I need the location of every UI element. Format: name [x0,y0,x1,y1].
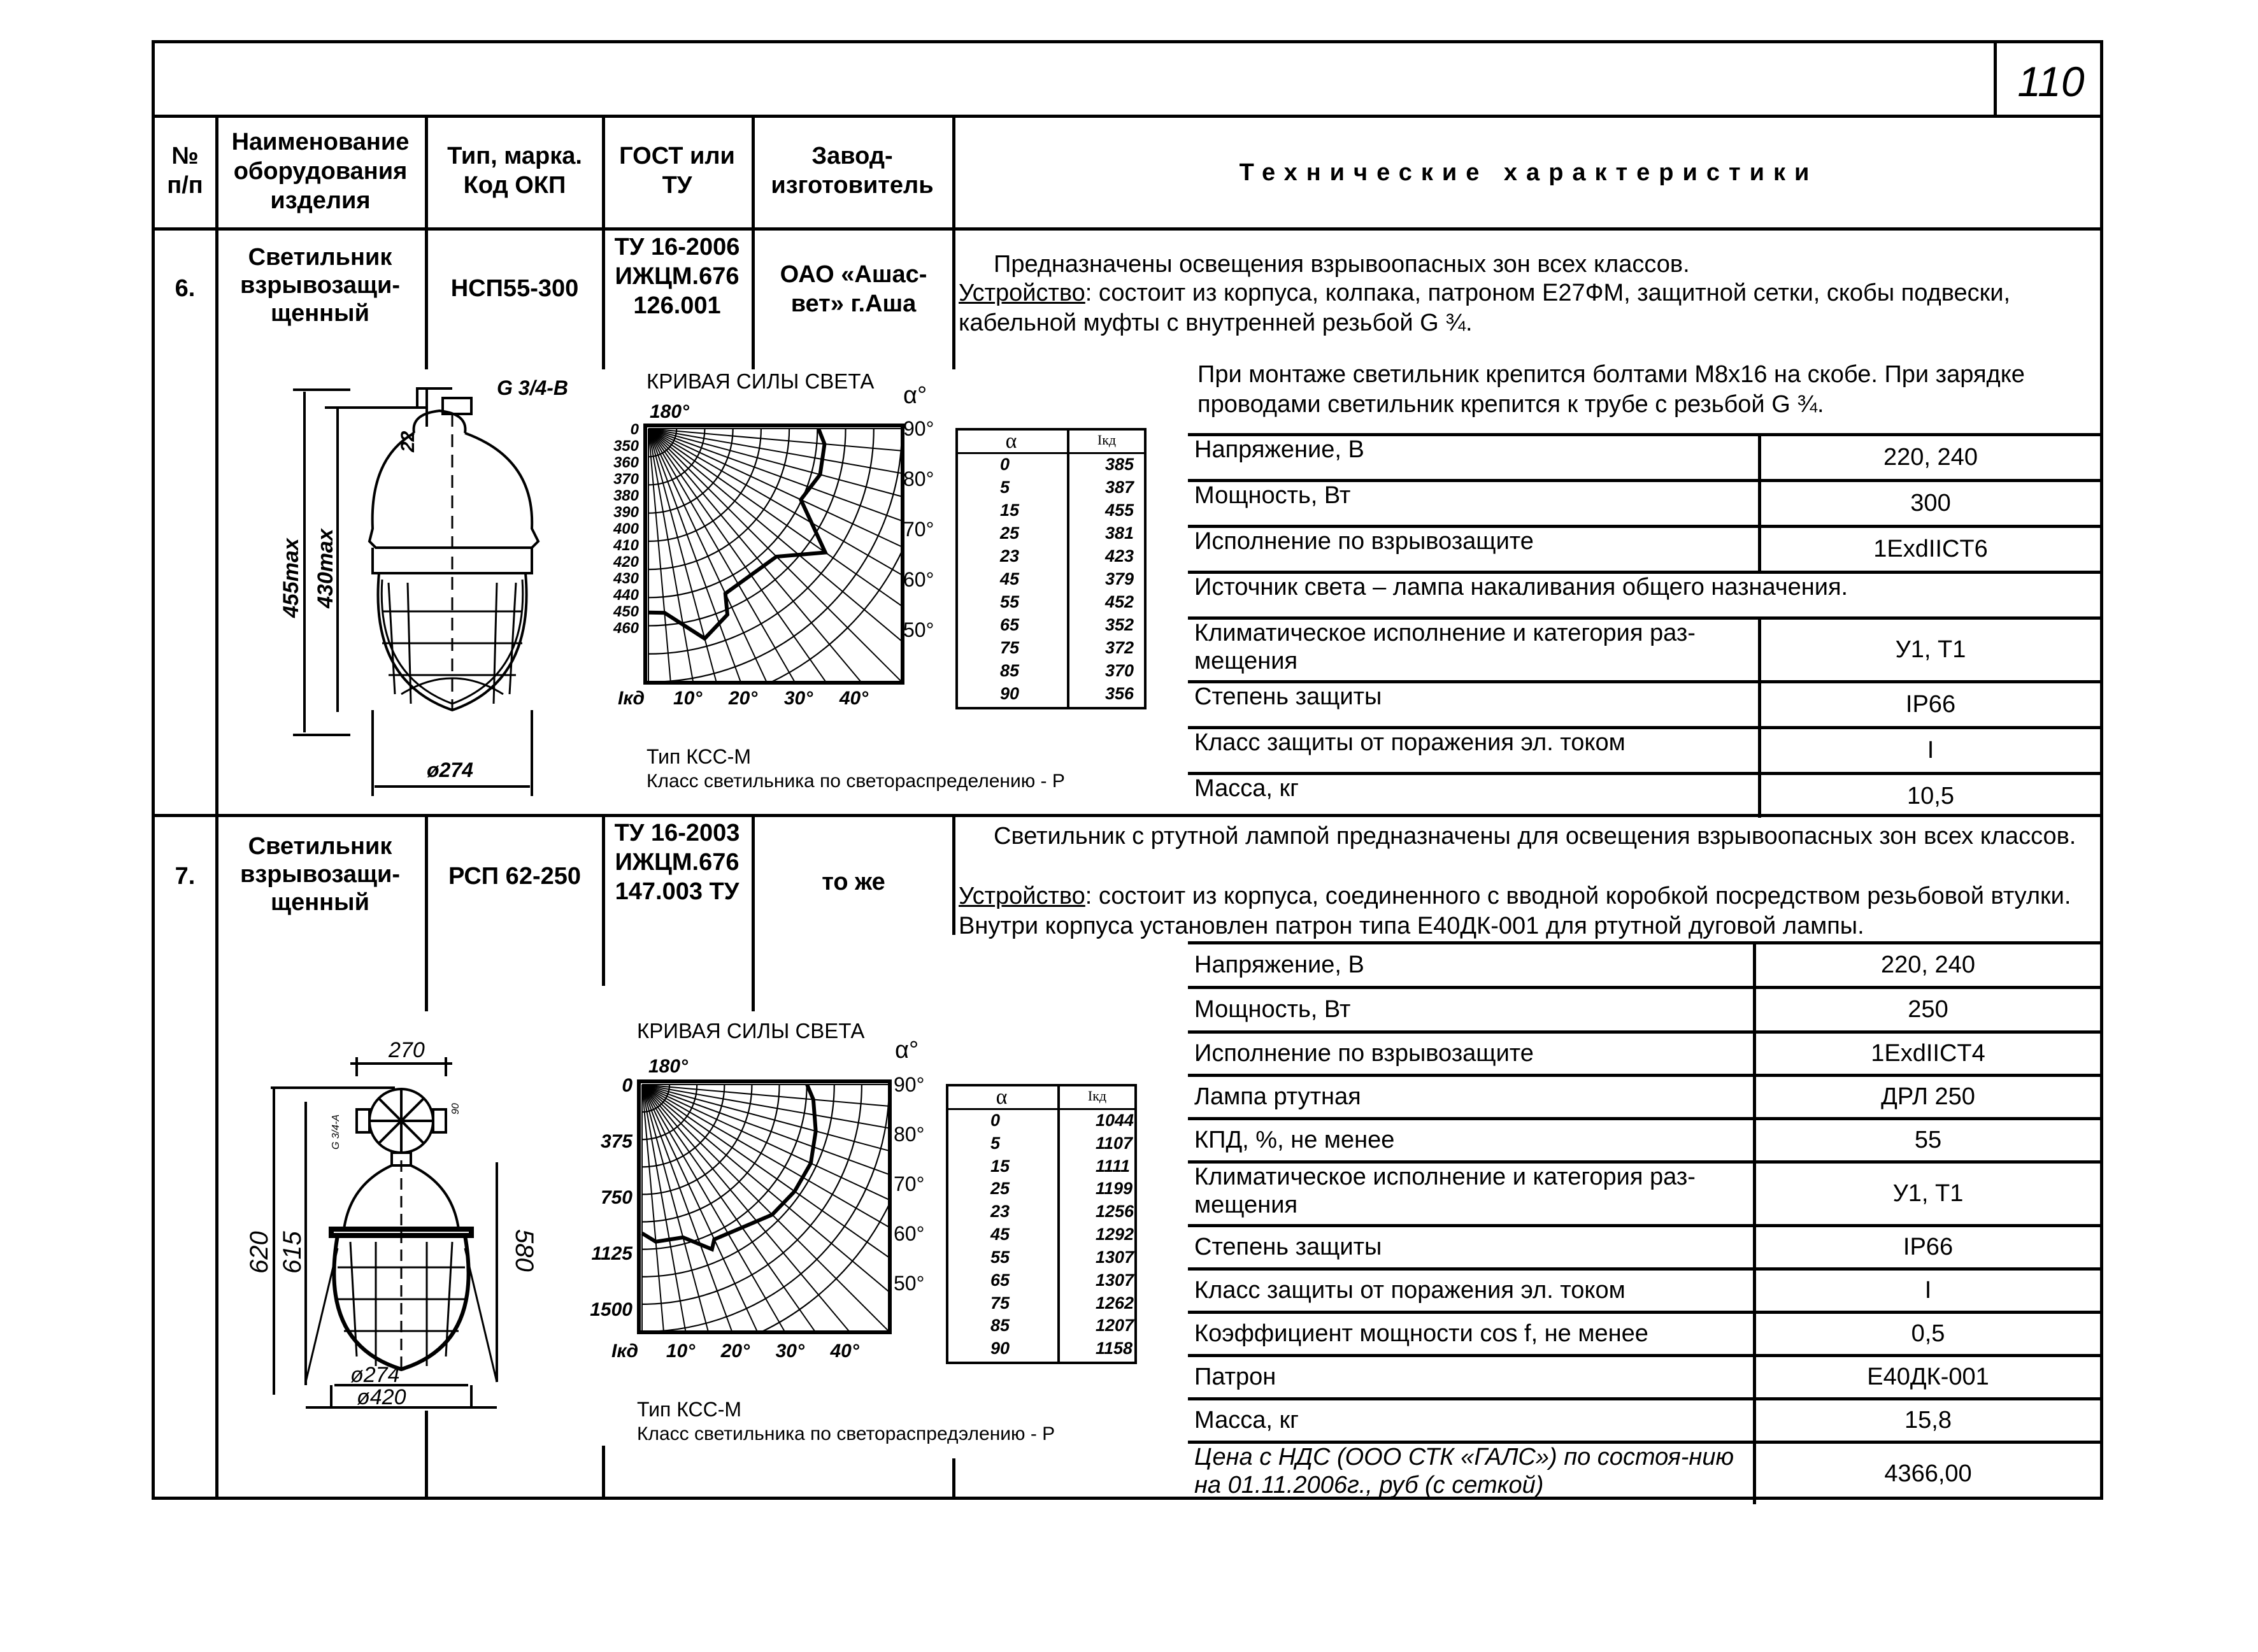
spec-split [1758,479,1761,525]
row7-lamp-drawing [245,1038,567,1420]
ktable-intensity: 1107 [1096,1133,1133,1153]
ktable-alpha: 0 [990,1111,1001,1130]
spec-value: 250 [1908,996,1948,1023]
row7-gost: ТУ 16-2003 ИЖЦМ.676 147.003 ТУ [614,820,740,905]
curve-left-tick: 375 [600,1130,632,1152]
row6-device [959,278,2099,338]
ktable-alpha: 23 [1000,546,1020,566]
spec-line [1188,1354,2103,1357]
row7-curve-180: 180° [648,1056,689,1077]
ktable-alpha: 65 [990,1270,1010,1290]
ktable-head-alpha: α [996,1085,1008,1109]
spec-split [1758,772,1761,818]
spec-value: 4366,00 [1884,1460,1972,1487]
spec-label: Лампа ртутная [1194,1083,1361,1110]
spec-value: 220, 240 [1881,951,1975,978]
spec-value: У1, Т1 [1892,1180,1964,1207]
row7-purpose-text: Светильник с ртутной лампой предназначены для освещения взрывоопасных зон всех классов. [994,823,2076,850]
curve-left-tick: 430 [613,570,639,587]
header-name: Наименование оборудования изделия [231,129,410,214]
col-line-4b [752,814,755,1011]
row6-curve-chart [643,424,904,685]
row7-dim-620: 620 [245,1231,273,1274]
row7-curve-chart [637,1079,892,1341]
curve-left-tick: 420 [613,553,639,571]
curve-right-tick: 90° [894,1073,925,1096]
row6-curve-180: 180° [650,401,690,422]
ktable-intensity: 387 [1105,478,1134,497]
spec-label: Климатическое исполнение и категория раз-мещения [1194,620,1696,674]
curve-left-tick: 410 [613,537,639,554]
col-line-2 [425,115,428,369]
spec-split [1758,525,1761,571]
curve-bottom-tick: 40° [839,688,869,709]
spec-line [1188,1397,2103,1400]
spec-split [1753,1397,1756,1441]
header-top-line [152,115,2103,118]
ktable-intensity: 452 [1105,592,1134,611]
ktable-alpha: 90 [1000,684,1020,703]
row7-dim-270: 270 [389,1038,425,1062]
spec-label: Класс защиты от поражения эл. током [1194,729,1626,756]
curve-left-tick: 390 [613,504,639,521]
row7-name: Светильник взрывозащи-щенный [239,833,401,916]
ktable-split [1057,1084,1060,1364]
ktable-intensity: 455 [1105,501,1134,520]
row7-purpose [959,822,2099,851]
header-maker: Завод-изготовитель [771,143,934,199]
ktable-intensity: 1307 [1096,1270,1134,1290]
curve-bottom-tick: 10° [666,1341,696,1362]
spec-value: 1ExdIICT4 [1871,1040,1985,1067]
curve-left-tick: 360 [613,454,639,471]
ktable-head-intensity: Iкд [1087,1088,1107,1104]
spec-label: Исполнение по взрывозащите [1194,528,1534,555]
curve-bottom-tick: 10° [673,688,703,709]
spec-value: 15,8 [1904,1407,1952,1434]
curve-bottom-tick: 20° [728,688,758,709]
spec-split [1758,680,1761,726]
row6-type: НСП55-300 [450,275,579,302]
curve-bottom-tick: 40° [830,1341,859,1362]
spec-label: Мощность, Вт [1194,482,1351,509]
spec-split [1753,1311,1756,1354]
spec-value: Е40ДК-001 [1867,1364,1989,1390]
header-gost: ГОСТ или ТУ [619,143,735,199]
row7-maker: то же [822,869,885,895]
ktable-alpha: 25 [1000,523,1020,543]
ktable-alpha: 65 [1000,615,1020,634]
spec-split [1753,941,1756,986]
row6-lamp-drawing [274,363,599,809]
row6-dim-430: 430max [313,529,338,608]
spec-value: 300 [1910,490,1951,516]
curve-bottom-tick: 30° [783,688,813,709]
spec-split [1753,1224,1756,1267]
ktable-alpha: 55 [990,1247,1010,1267]
row7-curve-alpha: α° [895,1037,919,1064]
row6-name: Светильник взрывозащи-щенный [239,244,401,327]
ktable-alpha: 15 [1000,501,1020,520]
ktable-alpha: 45 [990,1225,1010,1244]
spec-label: Напряжение, В [1194,436,1364,463]
spec-label: Масса, кг [1194,775,1299,802]
ktable-alpha: 15 [990,1156,1010,1176]
curve-right-tick: 80° [894,1123,925,1146]
spec-label: Источник света – лампа накаливания общего назначения. [1194,574,1848,601]
row6-curve-alpha: α° [903,382,927,409]
curve-left-tick: 370 [613,471,639,488]
spec-label: Патрон [1194,1364,1276,1390]
ktable-alpha: 55 [1000,592,1020,611]
ktable-intensity: 381 [1105,523,1134,543]
ktable-split [1067,428,1069,709]
row7-num: 7. [175,863,196,890]
curve-left-tick: 750 [600,1186,632,1208]
spec-line [1188,941,2103,944]
spec-label: Масса, кг [1194,1407,1299,1434]
row7-device-text: : состоит из корпуса, соединенного с вводной коробкой посредством резьбовой втулки. Внутри корпуса установлен патрон типа Е40ДК-001 для ртутной дуговой лампы. [959,883,2071,939]
row7-dim-small: 90 [450,1103,461,1114]
curve-right-tick: 80° [903,467,934,491]
ktable-intensity: 1111 [1096,1156,1131,1176]
spec-split [1758,433,1761,479]
spec-label: Коэффициент мощности cos f, не менее [1194,1320,1648,1347]
spec-split [1753,1160,1756,1224]
ktable-head-alpha: α [1005,429,1017,453]
spec-split [1753,1354,1756,1397]
curve-bottom-tick: 20° [720,1341,750,1362]
spec-split [1753,1030,1756,1074]
header-type: Тип, марка. Код ОКП [447,143,582,199]
col-line-5b [952,814,955,935]
spec-label: Класс защиты от поражения эл. током [1194,1277,1626,1304]
spec-split [1758,726,1761,772]
ktable-alpha: 5 [1000,478,1010,497]
ktable-intensity: 1262 [1096,1293,1134,1313]
row6-num: 6. [175,275,196,302]
spec-line [1188,1030,2103,1034]
row7-dim-580: 580 [510,1229,538,1272]
row6-dim-455: 455max [279,538,303,618]
curve-left-tick: 460 [613,620,639,637]
curve-bottom-tick: 30° [775,1341,804,1362]
curve-left-tick: 0 [630,421,639,438]
spec-split [1753,1117,1756,1160]
col-line-5 [952,115,955,369]
spec-value: 1ExdIICT6 [1873,536,1988,562]
row6-mount: При монтаже светильник крепится болтами М8х16 на скобе. При зарядке проводами светильник крепится к трубе с резьбой G ¾. [1197,361,2025,418]
ktable-alpha: 5 [990,1133,1001,1153]
spec-value: 0,5 [1911,1320,1945,1347]
spec-label: Напряжение, В [1194,951,1364,978]
ktable-alpha: 85 [1000,661,1020,680]
curve-right-tick: 50° [894,1272,925,1295]
spec-value: I [1924,1277,1932,1304]
curve-left-tick: 1500 [590,1299,632,1320]
row6-dim-22: 22 [397,431,418,452]
page-number-divider [1994,40,1997,117]
curve-right-tick: 60° [894,1222,925,1246]
ktable-intensity: 1207 [1096,1316,1134,1335]
spec-value: IP66 [1905,691,1956,718]
curve-left-tick: 380 [613,487,639,504]
spec-split [1753,1441,1756,1504]
spec-label: Мощность, Вт [1194,996,1351,1023]
row6-kss-type: Тип КСС-М [647,745,752,768]
curve-left-tick: 0 [622,1075,632,1096]
spec-value: 10,5 [1907,783,1954,809]
spec-value: 220, 240 [1883,444,1978,471]
curve-right-tick: 70° [903,518,934,541]
ktable-intensity: 1199 [1096,1179,1133,1199]
row7-curve-title: КРИВАЯ СИЛЫ СВЕТА [637,1019,865,1043]
ktable-intensity: 1044 [1096,1111,1134,1130]
page-number: 110 [2017,58,2085,105]
ktable-intensity: 370 [1105,661,1134,680]
spec-label: Исполнение по взрывозащите [1194,1040,1534,1067]
curve-right-tick: 70° [894,1172,925,1196]
spec-value: ДРЛ 250 [1881,1083,1975,1110]
curve-left-tick: 440 [613,587,639,604]
ktable-intensity: 352 [1105,615,1134,634]
row6-gost: ТУ 16-2006 ИЖЦМ.676 126.001 [614,234,740,319]
ktable-intensity: 356 [1105,684,1134,703]
ktable-intensity: 1256 [1096,1202,1134,1221]
spec-value: IP66 [1903,1234,1954,1260]
row6-curve-title: КРИВАЯ СИЛЫ СВЕТА [647,369,875,393]
ktable-intensity: 1307 [1096,1247,1134,1267]
row7-device [959,881,2099,941]
ktable-intensity: 379 [1105,569,1134,588]
row7-dim-thread: G 3/4-A [331,1114,341,1150]
row7-kss-class: Класс светильника по светораспредэлению - Р [637,1423,1055,1444]
spec-label: Климатическое исполнение и категория раз-мещения [1194,1164,1696,1218]
spec-line [1188,1224,2103,1227]
row6-dim-thread: G 3/4-B [497,376,569,399]
ktable-alpha: 0 [1000,455,1010,474]
ktable-alpha: 75 [1000,638,1020,657]
curve-right-tick: 60° [903,568,934,592]
header-bottom-line [152,227,2103,231]
col-line-2b [425,814,428,1011]
row6-kss-class: Класс светильника по светораспределению - Р [647,771,1065,792]
row6-device-text: : состоит из корпуса, колпака, патроном Е27ФМ, защитной сетки, скобы подвески, кабельной муфты с внутренней резьбой G ¾. [959,280,2011,336]
ktable-alpha: 23 [990,1202,1010,1221]
curve-bottom-tick: Iкд [618,688,645,709]
curve-bottom-tick: Iкд [611,1341,639,1362]
spec-line [1188,1267,2103,1271]
spec-split [1758,616,1761,680]
header-num: № п/п [167,143,203,199]
curve-left-tick: 400 [613,520,639,538]
ktable-intensity: 1292 [1096,1225,1134,1244]
ktable-intensity: 423 [1105,546,1134,566]
header-tech: Технические характеристики [1239,159,1819,186]
ktable-intensity: 385 [1105,455,1134,474]
curve-left-tick: 350 [613,438,639,455]
col-line-5c [952,1458,955,1500]
spec-label: Цена с НДС (ООО СТК «ГАЛС») по состоя-нию на 01.11.2006г., руб (с сеткой) [1194,1444,1734,1499]
row7-dim-420: ø420 [357,1385,406,1409]
spec-line [1188,1117,2103,1120]
spec-line [1188,986,2103,989]
row6-dim-274: ø274 [427,758,473,781]
spec-label: Степень защиты [1194,683,1382,710]
spec-value: У1, Т1 [1895,636,1966,663]
curve-right-tick: 50° [903,618,934,642]
ktable-alpha: 75 [990,1293,1010,1313]
row7-dim-274: ø274 [350,1363,400,1387]
col-line-1 [215,115,218,1500]
row7-device-label: Устройство [959,883,1085,909]
spec-value: 55 [1914,1127,1942,1153]
row7-type: РСП 62-250 [448,863,582,890]
ktable-alpha: 90 [990,1339,1010,1358]
row-divider [152,814,2103,817]
curve-left-tick: 450 [613,603,639,620]
row7-kss-type: Тип КСС-М [637,1398,742,1421]
spec-label: Степень защиты [1194,1234,1382,1260]
curve-left-tick: 1125 [591,1243,632,1264]
ktable-head-intensity: Iкд [1097,432,1117,448]
spec-label: КПД, %, не менее [1194,1127,1395,1153]
curve-right-tick: 90° [903,417,934,440]
spec-line [1188,1074,2103,1077]
row7-dim-615: 615 [278,1231,306,1274]
ktable-alpha: 25 [990,1179,1010,1199]
ktable-alpha: 45 [1000,569,1020,588]
ktable-alpha: 85 [990,1316,1010,1335]
spec-split [1753,986,1756,1030]
spec-split [1753,1267,1756,1311]
spec-value: I [1927,737,1934,764]
col-line-2c [425,1411,428,1500]
row6-maker: ОАО «Ашас-вет» г.Аша [780,261,927,317]
col-line-3c [602,1446,605,1500]
row6-purpose: Предназначены освещения взрывоопасных зон всех классов. [994,251,1690,278]
ktable-intensity: 372 [1105,638,1134,657]
ktable-intensity: 1158 [1096,1339,1133,1358]
spec-split [1753,1074,1756,1117]
row6-device-label: Устройство [959,280,1085,306]
spec-line [1188,1311,2103,1314]
